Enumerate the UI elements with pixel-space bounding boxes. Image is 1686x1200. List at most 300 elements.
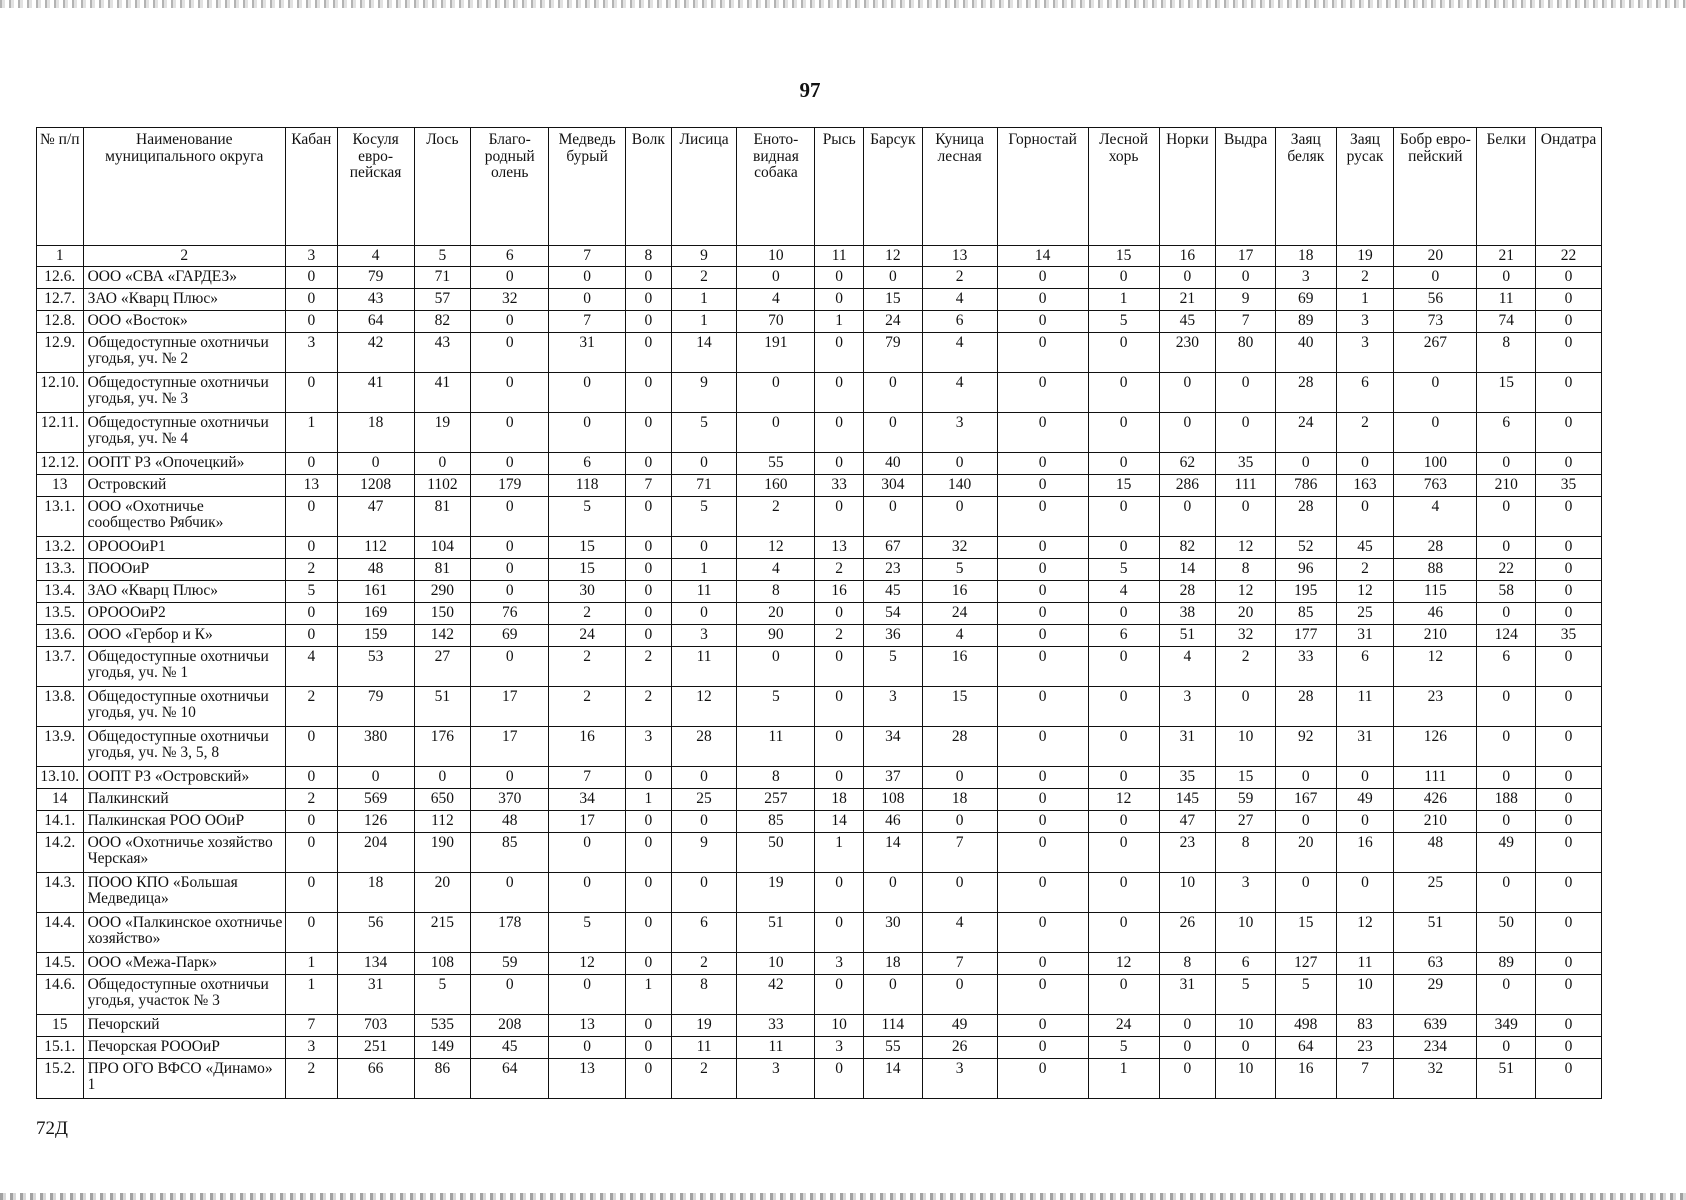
- row-name: ЗАО «Кварц Плюс»: [83, 581, 285, 603]
- cell-value: 0: [1477, 453, 1536, 475]
- column-number: 7: [549, 246, 626, 267]
- cell-value: 0: [626, 1037, 672, 1059]
- cell-value: 1: [1088, 1059, 1159, 1099]
- cell-value: 0: [471, 311, 549, 333]
- cell-value: 5: [671, 497, 737, 537]
- cell-value: 56: [1394, 289, 1477, 311]
- cell-value: 2: [815, 625, 864, 647]
- cell-value: 0: [1088, 975, 1159, 1015]
- cell-value: 210: [1477, 475, 1536, 497]
- row-name: Общедоступные охотничьи угодья, уч. № 2: [83, 333, 285, 373]
- cell-value: 2: [286, 1059, 338, 1099]
- cell-value: 71: [414, 267, 471, 289]
- cell-value: 0: [1275, 811, 1336, 833]
- column-number: 3: [286, 246, 338, 267]
- row-number: 13: [37, 475, 84, 497]
- cell-value: 50: [1477, 913, 1536, 953]
- cell-value: 0: [671, 603, 737, 625]
- cell-value: 0: [997, 333, 1088, 373]
- cell-value: 149: [414, 1037, 471, 1059]
- cell-value: 23: [863, 559, 922, 581]
- cell-value: 10: [815, 1015, 864, 1037]
- row-name: ООО «Гербор и К»: [83, 625, 285, 647]
- cell-value: 15: [863, 289, 922, 311]
- cell-value: 33: [815, 475, 864, 497]
- cell-value: 5: [1088, 559, 1159, 581]
- cell-value: 83: [1336, 1015, 1394, 1037]
- cell-value: 0: [1394, 413, 1477, 453]
- cell-value: 0: [549, 1037, 626, 1059]
- cell-value: 6: [671, 913, 737, 953]
- cell-value: 10: [1216, 1059, 1276, 1099]
- cell-value: 0: [922, 873, 997, 913]
- column-number: 1: [37, 246, 84, 267]
- cell-value: 3: [1275, 267, 1336, 289]
- cell-value: 12: [549, 953, 626, 975]
- row-name: ООПТ РЗ «Опочецкий»: [83, 453, 285, 475]
- cell-value: 6: [922, 311, 997, 333]
- cell-value: 40: [863, 453, 922, 475]
- cell-value: 0: [1477, 811, 1536, 833]
- cell-value: 23: [1336, 1037, 1394, 1059]
- cell-value: 0: [997, 1037, 1088, 1059]
- cell-value: 64: [1275, 1037, 1336, 1059]
- cell-value: 26: [922, 1037, 997, 1059]
- cell-value: 0: [549, 267, 626, 289]
- cell-value: 6: [1088, 625, 1159, 647]
- column-number: 4: [337, 246, 414, 267]
- cell-value: 0: [922, 497, 997, 537]
- cell-value: 50: [737, 833, 815, 873]
- cell-value: 3: [863, 687, 922, 727]
- cell-value: 21: [1159, 289, 1216, 311]
- cell-value: 5: [737, 687, 815, 727]
- cell-value: 2: [671, 267, 737, 289]
- cell-value: 6: [549, 453, 626, 475]
- cell-value: 96: [1275, 559, 1336, 581]
- cell-value: 112: [414, 811, 471, 833]
- cell-value: 0: [414, 453, 471, 475]
- cell-value: 0: [1536, 975, 1602, 1015]
- cell-value: 73: [1394, 311, 1477, 333]
- cell-value: 0: [626, 289, 672, 311]
- cell-value: 0: [1088, 497, 1159, 537]
- cell-value: 25: [1394, 873, 1477, 913]
- cell-value: 42: [737, 975, 815, 1015]
- cell-value: 0: [549, 413, 626, 453]
- cell-value: 49: [1336, 789, 1394, 811]
- cell-value: 160: [737, 475, 815, 497]
- cell-value: 3: [815, 953, 864, 975]
- cell-value: 2: [922, 267, 997, 289]
- cell-value: 45: [1159, 311, 1216, 333]
- cell-value: 17: [471, 687, 549, 727]
- cell-value: 0: [1088, 453, 1159, 475]
- cell-value: 16: [922, 647, 997, 687]
- table-row: [37, 1037, 1602, 1059]
- cell-value: 6: [1336, 647, 1394, 687]
- cell-value: 0: [626, 913, 672, 953]
- table-row: [37, 289, 1602, 311]
- cell-value: 5: [1275, 975, 1336, 1015]
- cell-value: 0: [286, 537, 338, 559]
- cell-value: 23: [1159, 833, 1216, 873]
- cell-value: 3: [286, 333, 338, 373]
- cell-value: 0: [997, 833, 1088, 873]
- cell-value: 2: [815, 559, 864, 581]
- cell-value: 0: [626, 603, 672, 625]
- cell-value: 0: [997, 475, 1088, 497]
- row-number: 15.2.: [37, 1059, 84, 1099]
- cell-value: 0: [549, 873, 626, 913]
- cell-value: 0: [737, 647, 815, 687]
- cell-value: 74: [1477, 311, 1536, 333]
- cell-value: 0: [471, 373, 549, 413]
- row-number: 13.8.: [37, 687, 84, 727]
- cell-value: 19: [414, 413, 471, 453]
- cell-value: 230: [1159, 333, 1216, 373]
- cell-value: 27: [414, 647, 471, 687]
- cell-value: 0: [1536, 333, 1602, 373]
- cell-value: 15: [549, 559, 626, 581]
- cell-value: 142: [414, 625, 471, 647]
- cell-value: 0: [1336, 767, 1394, 789]
- column-number: 6: [471, 246, 549, 267]
- cell-value: 2: [1336, 559, 1394, 581]
- cell-value: 0: [626, 311, 672, 333]
- table-row: [37, 413, 1602, 453]
- cell-value: 59: [471, 953, 549, 975]
- cell-value: 3: [1159, 687, 1216, 727]
- cell-value: 0: [1088, 687, 1159, 727]
- cell-value: 11: [1336, 687, 1394, 727]
- cell-value: 0: [863, 497, 922, 537]
- cell-value: 0: [471, 413, 549, 453]
- cell-value: 0: [1088, 413, 1159, 453]
- cell-value: 0: [997, 873, 1088, 913]
- cell-value: 18: [337, 873, 414, 913]
- cell-value: 0: [1536, 267, 1602, 289]
- table-row: [37, 647, 1602, 687]
- cell-value: 0: [1536, 873, 1602, 913]
- cell-value: 25: [671, 789, 737, 811]
- cell-value: 64: [471, 1059, 549, 1099]
- cell-value: 0: [471, 537, 549, 559]
- cell-value: 0: [1088, 373, 1159, 413]
- cell-value: 3: [1216, 873, 1276, 913]
- cell-value: 0: [1394, 267, 1477, 289]
- cell-value: 8: [1159, 953, 1216, 975]
- cell-value: 2: [549, 647, 626, 687]
- cell-value: 16: [1275, 1059, 1336, 1099]
- cell-value: 5: [549, 497, 626, 537]
- cell-value: 10: [1216, 913, 1276, 953]
- row-name: ОРОООиР2: [83, 603, 285, 625]
- cell-value: 15: [1275, 913, 1336, 953]
- cell-value: 0: [286, 873, 338, 913]
- page-number: 97: [799, 78, 821, 102]
- cell-value: 0: [1536, 1037, 1602, 1059]
- cell-value: 14: [863, 833, 922, 873]
- cell-value: 0: [1477, 873, 1536, 913]
- cell-value: 47: [337, 497, 414, 537]
- cell-value: 2: [286, 789, 338, 811]
- table-container: [36, 127, 1602, 1099]
- cell-value: 0: [997, 603, 1088, 625]
- cell-value: 57: [414, 289, 471, 311]
- cell-value: 104: [414, 537, 471, 559]
- cell-value: 0: [997, 647, 1088, 687]
- cell-value: 4: [737, 559, 815, 581]
- cell-value: 54: [863, 603, 922, 625]
- cell-value: 0: [815, 687, 864, 727]
- cell-value: 7: [286, 1015, 338, 1037]
- row-number: 13.10.: [37, 767, 84, 789]
- cell-value: 0: [414, 767, 471, 789]
- row-number: 13.7.: [37, 647, 84, 687]
- cell-value: 8: [671, 975, 737, 1015]
- cell-value: 169: [337, 603, 414, 625]
- cell-value: 0: [1275, 453, 1336, 475]
- cell-value: 100: [1394, 453, 1477, 475]
- cell-value: 380: [337, 727, 414, 767]
- cell-value: 4: [922, 333, 997, 373]
- cell-value: 13: [286, 475, 338, 497]
- column-header: Бобр евро- пейский: [1394, 128, 1477, 246]
- column-header: Барсук: [863, 128, 922, 246]
- row-number: 14.1.: [37, 811, 84, 833]
- cell-value: 0: [286, 833, 338, 873]
- cell-value: 49: [1477, 833, 1536, 873]
- row-number: 15: [37, 1015, 84, 1037]
- cell-value: 4: [1394, 497, 1477, 537]
- cell-value: 7: [1216, 311, 1276, 333]
- cell-value: 12: [1216, 537, 1276, 559]
- cell-value: 0: [626, 559, 672, 581]
- cell-value: 498: [1275, 1015, 1336, 1037]
- cell-value: 0: [1536, 413, 1602, 453]
- cell-value: 267: [1394, 333, 1477, 373]
- row-name: ПРО ОГО ВФСО «Динамо» 1: [83, 1059, 285, 1099]
- row-name: ООО «Палкинское охотничье хозяйство»: [83, 913, 285, 953]
- cell-value: 3: [922, 413, 997, 453]
- cell-value: 0: [626, 453, 672, 475]
- cell-value: 5: [863, 647, 922, 687]
- row-name: Общедоступные охотничьи угодья, участок № 3: [83, 975, 285, 1015]
- cell-value: 10: [1336, 975, 1394, 1015]
- column-number: 5: [414, 246, 471, 267]
- column-number: 13: [922, 246, 997, 267]
- cell-value: 1: [626, 789, 672, 811]
- cell-value: 115: [1394, 581, 1477, 603]
- cell-value: 134: [337, 953, 414, 975]
- row-name: ЗАО «Кварц Плюс»: [83, 289, 285, 311]
- cell-value: 0: [997, 789, 1088, 811]
- cell-value: 0: [863, 975, 922, 1015]
- row-name: Печорская РОООиР: [83, 1037, 285, 1059]
- cell-value: 27: [1216, 811, 1276, 833]
- cell-value: 0: [286, 373, 338, 413]
- cell-value: 0: [1216, 267, 1276, 289]
- cell-value: 11: [737, 727, 815, 767]
- cell-value: 0: [997, 289, 1088, 311]
- cell-value: 0: [286, 727, 338, 767]
- cell-value: 703: [337, 1015, 414, 1037]
- row-number: 13.3.: [37, 559, 84, 581]
- cell-value: 31: [337, 975, 414, 1015]
- cell-value: 49: [922, 1015, 997, 1037]
- row-name: ООО «Охотничье сообщество Рябчик»: [83, 497, 285, 537]
- cell-value: 0: [1477, 537, 1536, 559]
- table-row: [37, 873, 1602, 913]
- cell-value: 215: [414, 913, 471, 953]
- cell-value: 0: [1536, 581, 1602, 603]
- cell-value: 8: [737, 581, 815, 603]
- cell-value: 0: [286, 497, 338, 537]
- column-number: 18: [1275, 246, 1336, 267]
- cell-value: 9: [671, 833, 737, 873]
- cell-value: 4: [922, 625, 997, 647]
- cell-value: 20: [1216, 603, 1276, 625]
- cell-value: 0: [471, 975, 549, 1015]
- cell-value: 36: [863, 625, 922, 647]
- cell-value: 0: [815, 453, 864, 475]
- cell-value: 0: [549, 289, 626, 311]
- cell-value: 0: [863, 373, 922, 413]
- row-number: 14: [37, 789, 84, 811]
- cell-value: 650: [414, 789, 471, 811]
- cell-value: 251: [337, 1037, 414, 1059]
- cell-value: 85: [737, 811, 815, 833]
- column-header: Горностай: [997, 128, 1088, 246]
- row-name: Палкинский: [83, 789, 285, 811]
- cell-value: 204: [337, 833, 414, 873]
- cell-value: 0: [1536, 767, 1602, 789]
- cell-value: 0: [471, 333, 549, 373]
- cell-value: 0: [626, 953, 672, 975]
- cell-value: 82: [414, 311, 471, 333]
- table-row: [37, 975, 1602, 1015]
- column-number-row: [37, 246, 1602, 267]
- cell-value: 7: [549, 767, 626, 789]
- cell-value: 0: [997, 267, 1088, 289]
- cell-value: 89: [1275, 311, 1336, 333]
- cell-value: 0: [997, 559, 1088, 581]
- cell-value: 0: [1536, 953, 1602, 975]
- cell-value: 0: [471, 497, 549, 537]
- cell-value: 0: [626, 267, 672, 289]
- cell-value: 0: [815, 647, 864, 687]
- cell-value: 31: [1159, 727, 1216, 767]
- cell-value: 2: [626, 647, 672, 687]
- cell-value: 3: [1336, 333, 1394, 373]
- cell-value: 0: [1088, 767, 1159, 789]
- row-name: Общедоступные охотничьи угодья, уч. № 3: [83, 373, 285, 413]
- cell-value: 12: [1088, 789, 1159, 811]
- table-row: [37, 789, 1602, 811]
- cell-value: 1102: [414, 475, 471, 497]
- cell-value: 12: [671, 687, 737, 727]
- cell-value: 63: [1394, 953, 1477, 975]
- cell-value: 178: [471, 913, 549, 953]
- cell-value: 1: [286, 975, 338, 1015]
- cell-value: 52: [1275, 537, 1336, 559]
- cell-value: 0: [1536, 647, 1602, 687]
- cell-value: 0: [626, 625, 672, 647]
- cell-value: 0: [471, 873, 549, 913]
- cell-value: 6: [1336, 373, 1394, 413]
- cell-value: 24: [549, 625, 626, 647]
- cell-value: 0: [626, 1015, 672, 1037]
- cell-value: 7: [922, 833, 997, 873]
- cell-value: 2: [737, 497, 815, 537]
- cell-value: 0: [626, 537, 672, 559]
- cell-value: 0: [337, 767, 414, 789]
- cell-value: 1: [286, 413, 338, 453]
- table-row: [37, 913, 1602, 953]
- cell-value: 0: [1088, 811, 1159, 833]
- cell-value: 31: [1336, 727, 1394, 767]
- cell-value: 17: [549, 811, 626, 833]
- row-number: 13.1.: [37, 497, 84, 537]
- cell-value: 111: [1394, 767, 1477, 789]
- cell-value: 0: [549, 975, 626, 1015]
- cell-value: 0: [1216, 497, 1276, 537]
- cell-value: 0: [286, 603, 338, 625]
- cell-value: 0: [997, 625, 1088, 647]
- cell-value: 3: [737, 1059, 815, 1099]
- column-number: 17: [1216, 246, 1276, 267]
- cell-value: 4: [1159, 647, 1216, 687]
- cell-value: 0: [815, 1059, 864, 1099]
- cell-value: 48: [337, 559, 414, 581]
- cell-value: 11: [671, 581, 737, 603]
- cell-value: 0: [1477, 267, 1536, 289]
- cell-value: 0: [549, 833, 626, 873]
- cell-value: 5: [414, 975, 471, 1015]
- cell-value: 179: [471, 475, 549, 497]
- cell-value: 10: [1216, 1015, 1276, 1037]
- cell-value: 0: [997, 497, 1088, 537]
- column-header: Лесной хорь: [1088, 128, 1159, 246]
- cell-value: 0: [815, 289, 864, 311]
- cell-value: 0: [286, 289, 338, 311]
- cell-value: 188: [1477, 789, 1536, 811]
- column-header: Рысь: [815, 128, 864, 246]
- cell-value: 786: [1275, 475, 1336, 497]
- cell-value: 0: [737, 373, 815, 413]
- cell-value: 0: [471, 267, 549, 289]
- column-header: Волк: [626, 128, 672, 246]
- cell-value: 0: [922, 811, 997, 833]
- cell-value: 4: [737, 289, 815, 311]
- cell-value: 0: [1216, 687, 1276, 727]
- cell-value: 0: [1394, 373, 1477, 413]
- row-name: ООО «СВА «ГАРДЕЗ»: [83, 267, 285, 289]
- row-name: Островский: [83, 475, 285, 497]
- table-row: [37, 953, 1602, 975]
- cell-value: 0: [1159, 497, 1216, 537]
- cell-value: 3: [922, 1059, 997, 1099]
- row-number: 13.5.: [37, 603, 84, 625]
- cell-value: 13: [549, 1059, 626, 1099]
- row-number: 12.10.: [37, 373, 84, 413]
- cell-value: 11: [671, 1037, 737, 1059]
- cell-value: 76: [471, 603, 549, 625]
- table-row: [37, 1059, 1602, 1099]
- column-number: 16: [1159, 246, 1216, 267]
- table-row: [37, 833, 1602, 873]
